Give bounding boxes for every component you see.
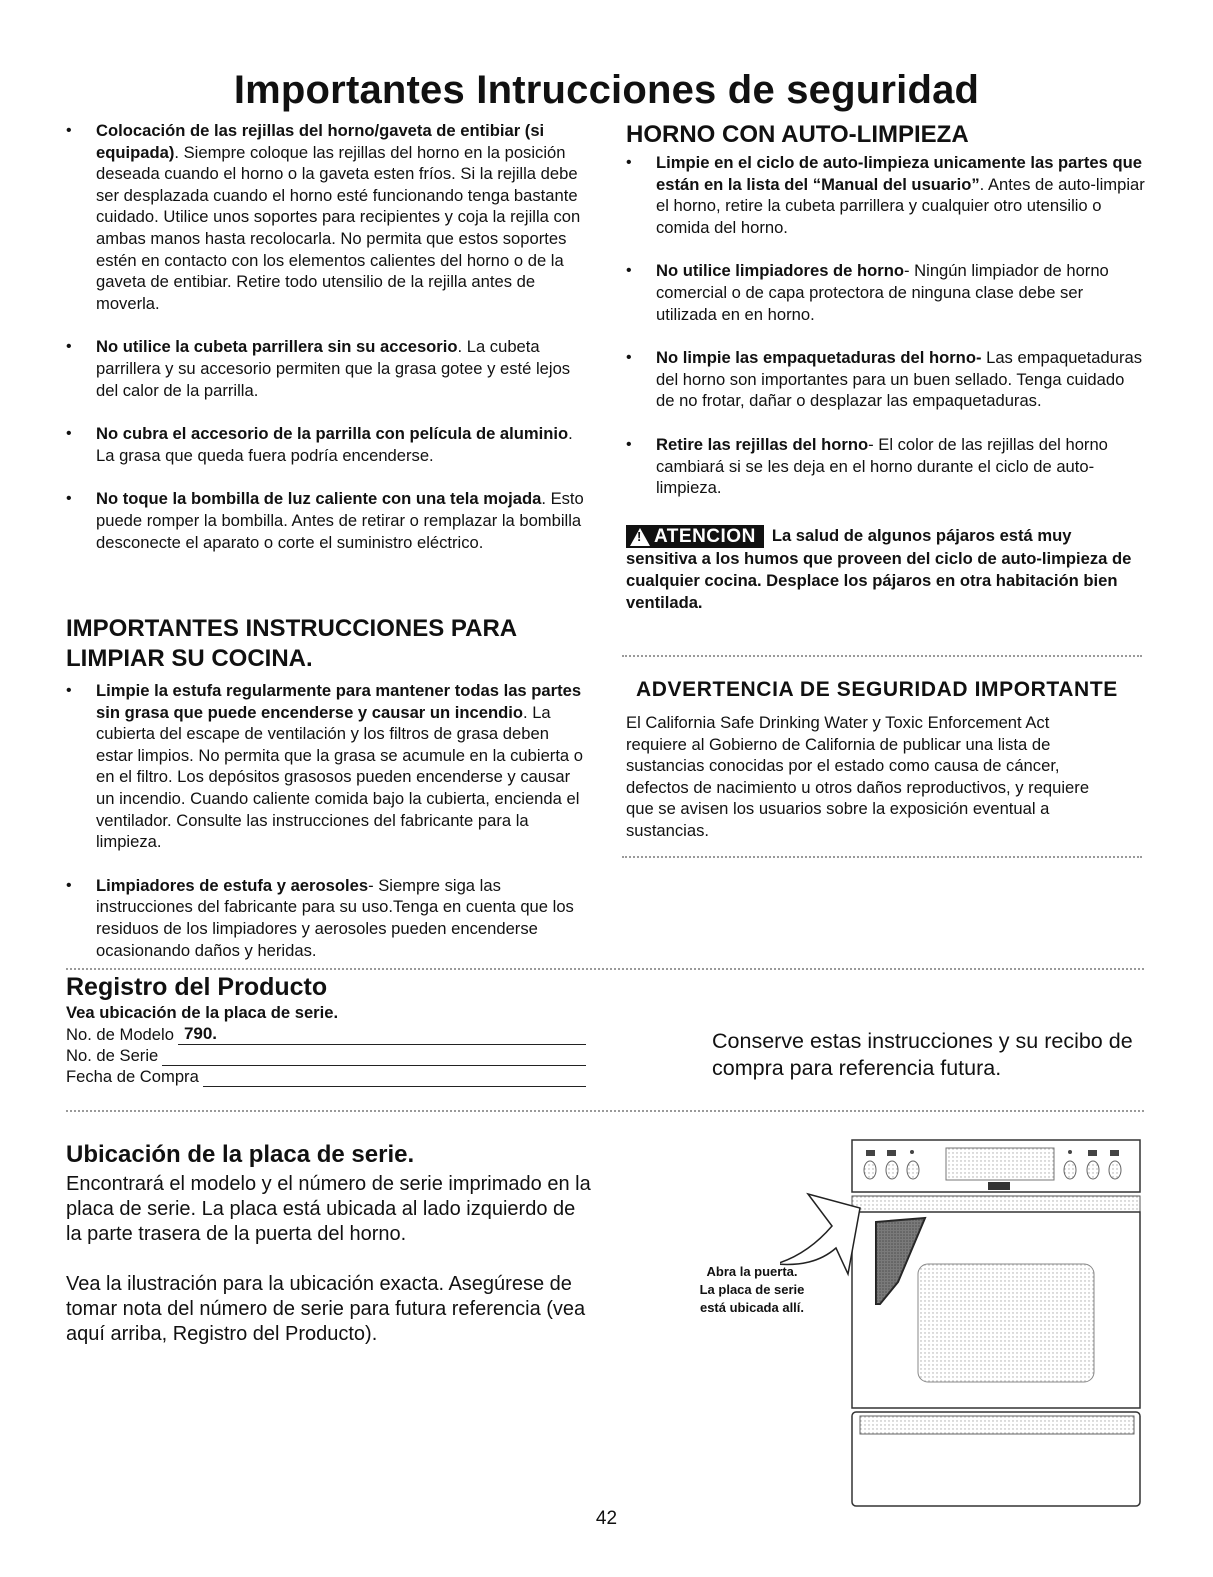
model-label: No. de Modelo [66, 1025, 174, 1044]
cleaning-list [66, 680, 586, 961]
cleaning-heading: IMPORTANTES INSTRUCCIONES PARA LIMPIAR SU COCINA. [66, 615, 517, 672]
ubicacion-title: Ubicación de la placa de serie. [66, 1141, 415, 1168]
keep-instructions-text: Conserve estas instrucciones y su recibo de compra para referencia futura. [712, 1029, 1133, 1080]
list-item: • Limpie la estufa regularmente para mantener todas las partes sin grasa que puede encenderse y causar un incendio. La cubierta del escape de ventilación y los filtros de grasa deben estar limpios. No permita que la grasa se acumule en la cubierta o en el filtro. Los depósitos grasosos pueden encenderse y causar un incendio. Cuando caliente comida bajo la cubierta, encienda el ventilador. Consulte las instrucciones del fabricante para la limpieza. [66, 680, 586, 853]
advertencia-text: El California Safe Drinking Water y Toxic Enforcement Act requiere al Gobierno de California de publicar una lista de sustancias conocidas por el estado como causa de cáncer, defectos de nacimiento u otros daños reproductivos, y requiere que se avisen los usuarios sobre la exposición eventual a sustancias. [626, 713, 1090, 840]
warning-triangle-icon: ! [630, 528, 650, 546]
divider [66, 1110, 1144, 1112]
date-line[interactable] [203, 1069, 586, 1087]
self-clean-section [626, 120, 1146, 613]
serial-label: No. de Serie [66, 1046, 159, 1065]
ubicacion-p1: Encontrará el modelo y el número de serie imprimado en la placa de serie. La placa está ubicada al lado izquierdo de la parte trasera de la puerta del horno. [66, 1173, 591, 1245]
list-item: • Colocación de las rejillas del horno/gaveta de entibiar (si equipada). Siempre coloque las rejillas del horno en la posición deseada cuando el horno o la gaveta esten fríos. Si la rejilla debe ser desplazada cuando el horno esté funcionando tenga bastante cuidado. Utilice unos soportes para recipientes y coja la rejilla con ambas manos hasta recolocarla. No permita que estos soportes estén en contacto con los elementos calientes del horno o de la gaveta de entibiar. Retire todo utensilio de la rejilla antes de moverla. [66, 120, 586, 314]
page-title: Importantes Intrucciones de seguridad [233, 68, 980, 112]
self-clean-heading: HORNO CON AUTO-LIMPIEZA [626, 121, 969, 148]
registro-subtitle: Vea ubicación de la placa de serie. [66, 1003, 339, 1022]
serial-field[interactable] [66, 1045, 586, 1066]
left-safety-column [66, 120, 586, 553]
list-item: • Limpiadores de estufa y aerosoles- Siempre siga las instrucciones del fabricante para su uso.Tenga en cuenta que los residuos de los limpiadores y aerosoles pueden encenderse ocasionando daños y heridas. [66, 875, 586, 961]
atencion-badge: ! ATENCION [626, 525, 764, 549]
list-item: • No utilice la cubeta parrillera sin su accesorio. La cubeta parrillera y su accesorio permiten que la grasa gotee y esté lejos del calor de la parrilla. [66, 336, 586, 401]
list-item: • No cubra el accesorio de la parrilla con película de aluminio. La grasa que queda fuera podría encenderse. [66, 423, 586, 466]
range-illustration [780, 1132, 1150, 1512]
list-item: • No utilice limpiadores de horno- Ningún limpiador de horno comercial o de capa protectora de ninguna clase debe ser utilizada en en horno. [626, 260, 1146, 325]
self-clean-list [626, 152, 1146, 499]
divider [66, 968, 1144, 970]
divider [622, 856, 1142, 858]
page-number: 42 [595, 1508, 618, 1529]
bird-warning: ! ATENCION La salud de algunos pájaros está muy sensitiva a los humos que proveen del ciclo de auto-limpieza de cualquier cocina. Desplace los pájaros en otra habitación bien ventilada. [626, 525, 1132, 612]
ubicacion-p2: Vea la ilustración para la ubicación exacta. Asegúrese de tomar nota del número de serie para futura referencia (vea aquí arriba, Registro del Producto). [66, 1273, 586, 1345]
advertencia-heading: ADVERTENCIA DE SEGURIDAD IMPORTANTE [636, 678, 1118, 701]
serial-line[interactable] [162, 1048, 586, 1066]
serial-plate-callout: Abra la puerta. La placa de serie está ubicada allí. [699, 1264, 805, 1315]
list-item: • Limpie en el ciclo de auto-limpieza unicamente las partes que están en la lista del “Manual del usuario”. Antes de auto-limpiar el horno, retire la cubeta parrillera y cualquier otro utensilio o comida del horno. [626, 152, 1146, 238]
date-label: Fecha de Compra [66, 1067, 199, 1086]
model-value: 790. [183, 1024, 218, 1043]
model-field[interactable] [66, 1024, 586, 1045]
date-field[interactable] [66, 1066, 586, 1087]
list-item: • No limpie las empaquetaduras del horno- Las empaquetaduras del horno son importantes para un buen sellado. Tenga cuidado de no frotar, dañar o desplazar las empaquetaduras. [626, 347, 1146, 412]
model-line[interactable] [178, 1024, 586, 1045]
ubicacion-section [66, 1140, 596, 1347]
divider [622, 655, 1142, 657]
advertencia-section [626, 678, 1146, 842]
list-item: • No toque la bombilla de luz caliente con una tela mojada. Esto puede romper la bombilla. Antes de retirar o remplazar la bombilla desconecte el aparato o corte el suministro eléctrico. [66, 488, 586, 553]
safety-list [66, 120, 586, 553]
arrow-icon [780, 1194, 860, 1274]
list-item: • Retire las rejillas del horno- El color de las rejillas del horno cambiará si se les deja en el horno durante el ciclo de auto-limpieza. [626, 434, 1146, 499]
cleaning-section [66, 614, 586, 961]
registro-section [66, 972, 586, 1087]
registro-title: Registro del Producto [66, 973, 328, 1001]
